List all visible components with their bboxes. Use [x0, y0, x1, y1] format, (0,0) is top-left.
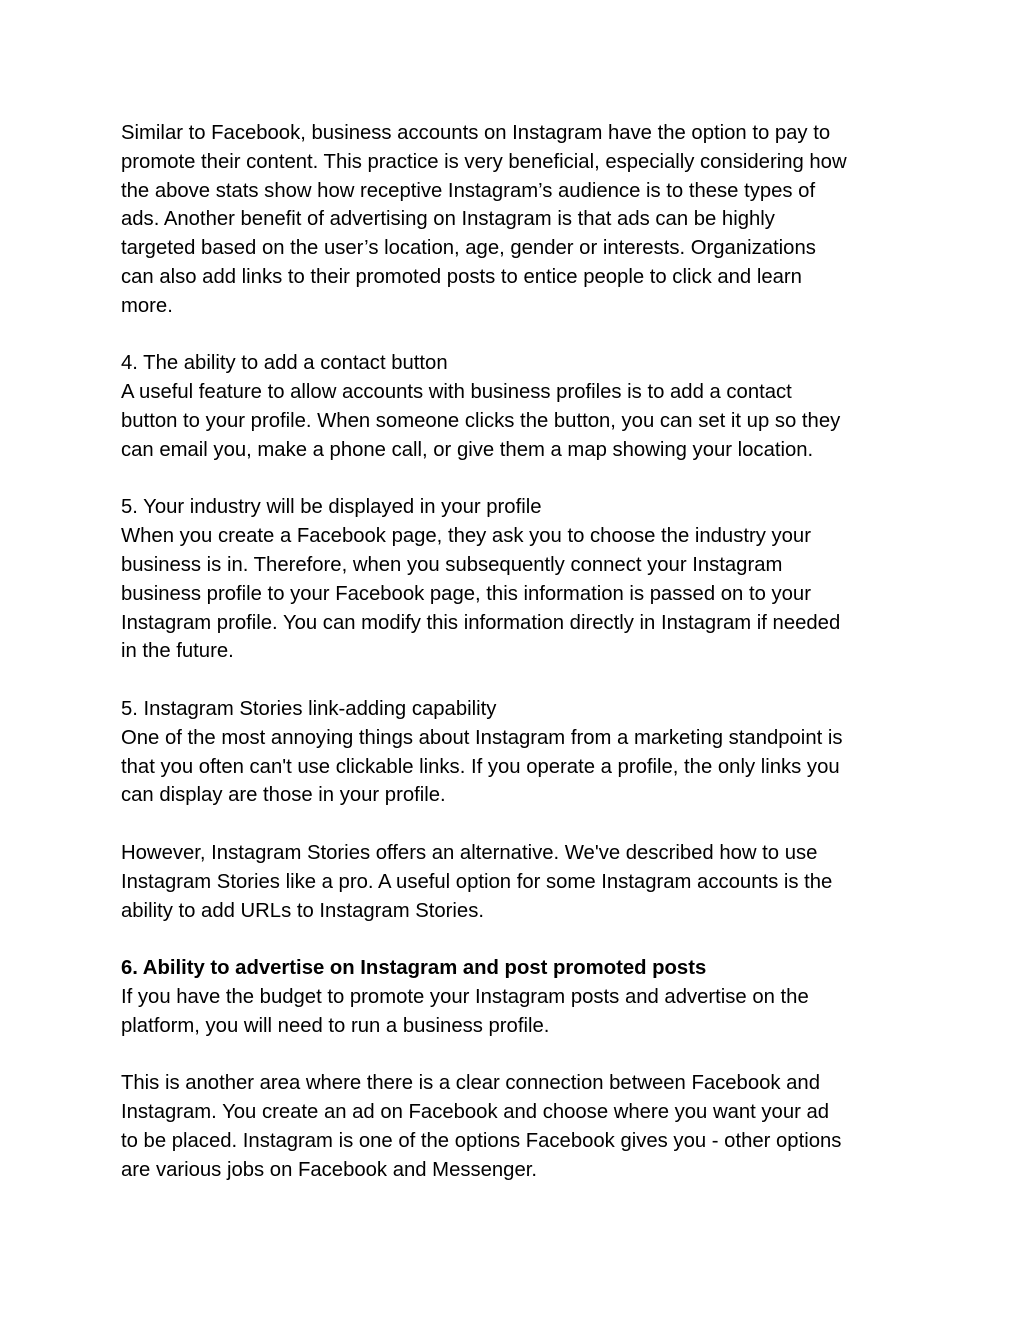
section-heading: 5. Instagram Stories link-adding capability — [121, 697, 497, 720]
paragraph-spacer — [121, 465, 911, 494]
paragraph-line: ability to add URLs to Instagram Stories. — [121, 899, 484, 922]
paragraph-line: Instagram. You create an ad on Facebook and choose where you want your ad — [121, 1101, 830, 1124]
section-heading: 4. The ability to add a contact button — [121, 352, 448, 375]
paragraph-line: platform, you will need to run a business profile. — [121, 1014, 550, 1037]
paragraph-line: This is another area where there is a clear connection between Facebook and — [121, 1072, 820, 1095]
paragraph-line: targeted based on the user’s location, age, gender or interests. Organizations — [121, 237, 816, 260]
paragraph-line: One of the most annoying things about Instagram from a marketing standpoint is — [121, 726, 843, 749]
paragraph-spacer — [121, 925, 911, 954]
paragraph-line: If you have the budget to promote your Instagram posts and advertise on the — [121, 985, 809, 1008]
paragraph-line: Instagram profile. You can modify this information directly in Instagram if needed — [121, 611, 841, 634]
section-heading-bold: 6. Ability to advertise on Instagram and post promoted posts — [121, 957, 707, 980]
paragraph-line: in the future. — [121, 640, 234, 663]
paragraph-line: button to your profile. When someone clicks the button, you can set it up so they — [121, 409, 841, 432]
paragraph-line: are various jobs on Facebook and Messenger. — [121, 1158, 538, 1181]
paragraph-spacer — [121, 666, 911, 695]
section-industry — [121, 493, 911, 666]
paragraph-spacer — [121, 810, 911, 839]
intro-paragraph — [121, 119, 911, 321]
paragraph-line: more. — [121, 294, 173, 317]
section-heading: 5. Your industry will be displayed in your profile — [121, 496, 542, 519]
paragraph-line: ads. Another benefit of advertising on Instagram is that ads can be highly — [121, 208, 775, 231]
section-advertise — [121, 954, 911, 1040]
paragraph-line: can display are those in your profile. — [121, 784, 446, 807]
paragraph-line: A useful feature to allow accounts with business profiles is to add a contact — [121, 381, 792, 404]
paragraph-line: Similar to Facebook, business accounts on Instagram have the option to pay to — [121, 122, 831, 144]
paragraph-line: business is in. Therefore, when you subsequently connect your Instagram — [121, 553, 783, 576]
paragraph-line: However, Instagram Stories offers an alternative. We've described how to use — [121, 841, 818, 864]
paragraph-spacer — [121, 1041, 911, 1070]
paragraph-line: promote their content. This practice is very beneficial, especially considering how — [121, 150, 847, 173]
paragraph-line: When you create a Facebook page, they ask you to choose the industry your — [121, 525, 811, 548]
document-page — [121, 119, 911, 1184]
paragraph-line: the above stats show how receptive Instagram’s audience is to these types of — [121, 179, 816, 202]
section-stories-followup — [121, 839, 911, 925]
paragraph-spacer — [121, 321, 911, 350]
paragraph-line: Instagram Stories like a pro. A useful option for some Instagram accounts is the — [121, 870, 833, 893]
section-advertise-followup — [121, 1069, 911, 1184]
section-stories — [121, 695, 911, 810]
section-contact-button — [121, 349, 911, 464]
paragraph-line: to be placed. Instagram is one of the options Facebook gives you - other options — [121, 1129, 842, 1152]
paragraph-line: can email you, make a phone call, or give them a map showing your location. — [121, 438, 814, 461]
paragraph-line: business profile to your Facebook page, this information is passed on to your — [121, 582, 811, 605]
paragraph-line: can also add links to their promoted posts to entice people to click and learn — [121, 265, 802, 288]
paragraph-line: that you often can't use clickable links. If you operate a profile, the only links you — [121, 755, 840, 778]
